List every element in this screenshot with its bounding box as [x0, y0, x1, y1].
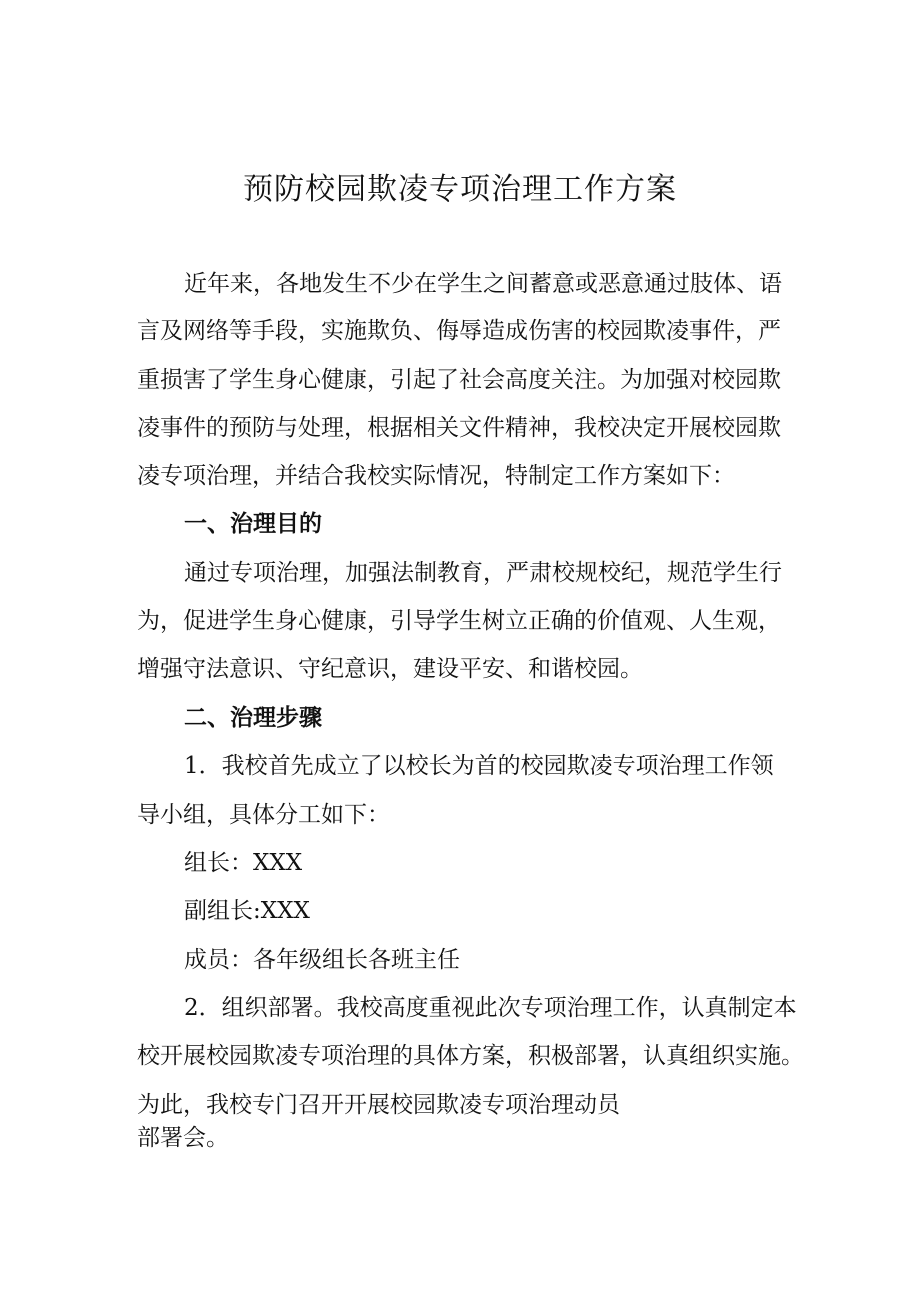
- purpose-line-1: 通过专项治理，加强法制教育，严肃校规校纪，规范学生行: [184, 560, 782, 586]
- group-vice-leader: 副组长:XXX: [184, 898, 310, 924]
- intro-line-4: 凌事件的预防与处理，根据相关文件精神，我校决定开展校园欺: [137, 415, 781, 441]
- step2-line-1: 2．组织部署。我校高度重视此次专项治理工作，认真制定本: [184, 995, 797, 1021]
- intro-line-3: 重损害了学生身心健康，引起了社会高度关注。为加强对校园欺: [137, 367, 781, 393]
- group-members: 成员：各年级组长各班主任: [184, 947, 460, 973]
- step1-line-2: 导小组，具体分工如下：: [137, 802, 390, 828]
- intro-line-5: 凌专项治理，并结合我校实际情况，特制定工作方案如下：: [137, 463, 735, 489]
- section-heading-purpose: 一、治理目的: [184, 511, 322, 537]
- step1-line-1: 1．我校首先成立了以校长为首的校园欺凌专项治理工作领: [184, 753, 774, 779]
- group-leader: 组长：XXX: [184, 850, 303, 876]
- purpose-line-2: 为，促进学生身心健康，引导学生树立正确的价值观、人生观，: [137, 608, 781, 634]
- section-heading-steps: 二、治理步骤: [184, 705, 322, 731]
- step2-line-2: 校开展校园欺凌专项治理的具体方案，积极部署，认真组织实施。: [137, 1043, 804, 1069]
- step2-line-4: 部署会。: [137, 1125, 229, 1151]
- intro-line-1: 近年来，各地发生不少在学生之间蓄意或恶意通过肢体、语: [184, 271, 782, 297]
- intro-line-2: 言及网络等手段，实施欺负、侮辱造成伤害的校园欺凌事件，严: [137, 318, 781, 344]
- step2-line-3: 为此，我校专门召开开展校园欺凌专项治理动员: [137, 1092, 620, 1118]
- purpose-line-3: 增强守法意识、守纪意识，建设平安、和谐校园。: [137, 656, 643, 682]
- document-title: 预防校园欺凌专项治理工作方案: [243, 172, 677, 207]
